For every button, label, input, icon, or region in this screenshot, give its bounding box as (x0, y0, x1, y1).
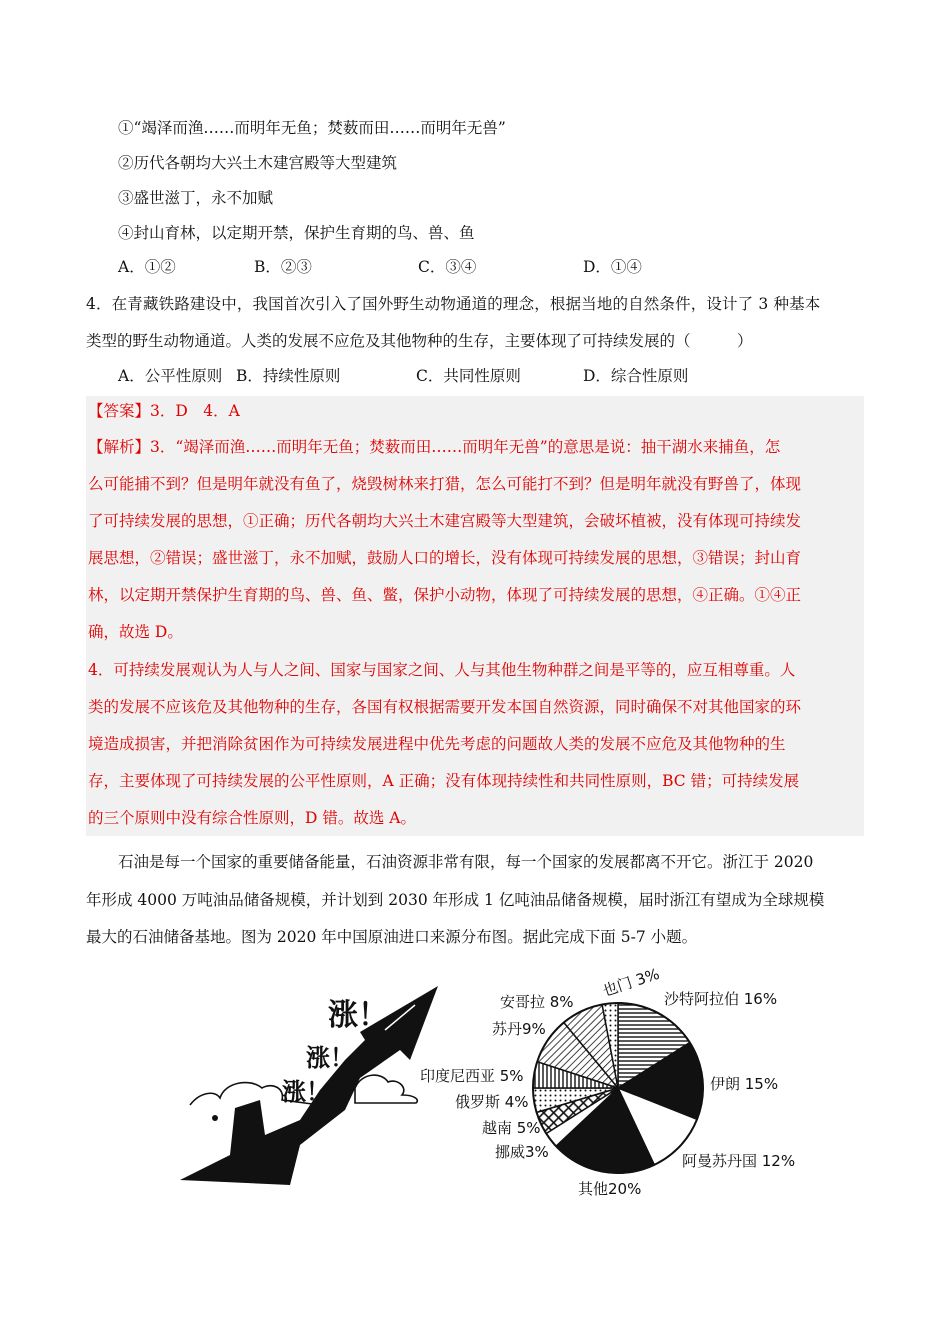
q3-option-b[interactable]: B．②③ (254, 258, 312, 276)
label-yemen: 也门 3% (600, 964, 662, 1000)
q4-stem-line-1: 4．在青藏铁路建设中，我国首次引入了国外野生动物通道的理念，根据当地的自然条件，设计了 3 种基本 (86, 295, 821, 313)
analysis-line-2: 么可能捕不到？但是明年就没有鱼了，烧毁树林来打猎，怎么可能打不到？但是明年就没有野兽了，体现 (88, 475, 802, 493)
analysis-line-6: 确，故选 D。 (88, 623, 183, 641)
oil-import-figure (170, 960, 830, 1205)
label-norway: 挪威3% (495, 1143, 549, 1161)
analysis-line-1: 【解析】3．“竭泽而渔……而明年无鱼；焚薮而田……而明年无兽”的意思是说：抽干湖水来捕鱼，怎 (88, 438, 781, 456)
answer-line: 【答案】3．D 4．A (88, 402, 240, 420)
label-indonesia: 印度尼西亚 5% (420, 1067, 524, 1085)
passage-line-1: 石油是每一个国家的重要储备能量，石油资源非常有限，每一个国家的发展都离不开它。浙江于 2020 (118, 853, 814, 871)
analysis-line-11: 的三个原则中没有综合性原则，D 错。故选 A。 (88, 809, 416, 827)
answer-analysis-box (86, 396, 864, 836)
passage-line-2: 年形成 4000 万吨油品储备规模，并计划到 2030 年形成 1 亿吨油品储备规模，届时浙江有望成为全球规模 (86, 891, 825, 909)
q4-stem-line-2: 类型的野生动物通道。人类的发展不应危及其他物种的生存，主要体现了可持续发展的（ ） (86, 332, 753, 350)
label-sudan: 苏丹9% (492, 1020, 546, 1038)
q4-option-b[interactable]: B．持续性原则 (236, 367, 341, 385)
label-oman: 阿曼苏丹国 12% (682, 1152, 796, 1170)
oil-import-pie-chart (528, 998, 708, 1178)
label-other: 其他20% (578, 1180, 642, 1198)
rise-text-3: 涨！ (282, 1078, 330, 1106)
q3-option-a[interactable]: A．①② (118, 258, 176, 276)
passage-line-3: 最大的石油储备基地。图为 2020 年中国原油进口来源分布图。据此完成下面 5-7 小题。 (86, 928, 698, 946)
analysis-line-7: 4．可持续发展观认为人与人之间、国家与国家之间、人与其他生物种群之间是平等的，应互相尊重。人 (88, 661, 796, 679)
rise-text-1: 涨！ (328, 998, 388, 1033)
q4-option-a[interactable]: A．公平性原则 (118, 367, 223, 385)
q3-option-c[interactable]: C．③④ (418, 258, 477, 276)
analysis-line-5: 林，以定期开禁保护生育期的鸟、兽、鱼、鳖，保护小动物，体现了可持续发展的思想，④正确。①④正 (88, 586, 802, 604)
label-vietnam: 越南 5% (482, 1119, 541, 1137)
q4-option-c[interactable]: C．共同性原则 (416, 367, 521, 385)
q3-statement-3: ③盛世滋丁，永不加赋 (118, 189, 274, 207)
q3-statement-1: ①“竭泽而渔……而明年无鱼；焚薮而田……而明年无兽” (118, 119, 506, 137)
label-russia: 俄罗斯 4% (455, 1093, 529, 1111)
analysis-line-9: 境造成损害，并把消除贫困作为可持续发展进程中优先考虑的问题故人类的发展不应危及其他物种的生 (88, 735, 786, 753)
analysis-line-4: 展思想，②错误；盛世滋丁，永不加赋，鼓励人口的增长，没有体现可持续发展的思想，③错误；封山育 (88, 549, 802, 567)
label-angola: 安哥拉 8% (500, 993, 574, 1011)
q3-options (118, 257, 818, 277)
rise-text-2: 涨！ (306, 1044, 354, 1072)
analysis-line-10: 存，主要体现了可持续发展的公平性原则，A 正确；没有体现持续性和共同性原则，BC 错；可持续发展 (88, 772, 800, 790)
analysis-line-3: 了可持续发展的思想，①正确；历代各朝均大兴土木建宫殿等大型建筑，会破坏植被，没有体现可持续发 (88, 512, 802, 530)
label-saudi-arabia: 沙特阿拉伯 16% (664, 990, 778, 1008)
q4-options (118, 366, 818, 386)
q3-option-d[interactable]: D．①④ (583, 258, 642, 276)
label-iran: 伊朗 15% (710, 1075, 779, 1093)
q4-option-d[interactable]: D．综合性原则 (583, 367, 689, 385)
q3-statement-4: ④封山育林，以定期开禁，保护生育期的鸟、兽、鱼 (118, 224, 475, 242)
analysis-line-8: 类的发展不应该危及其他物种的生存，各国有权根据需要开发本国自然资源，同时确保不对其他国家的环 (88, 698, 802, 716)
q3-statement-2: ②历代各朝均大兴土木建宫殿等大型建筑 (118, 154, 398, 172)
